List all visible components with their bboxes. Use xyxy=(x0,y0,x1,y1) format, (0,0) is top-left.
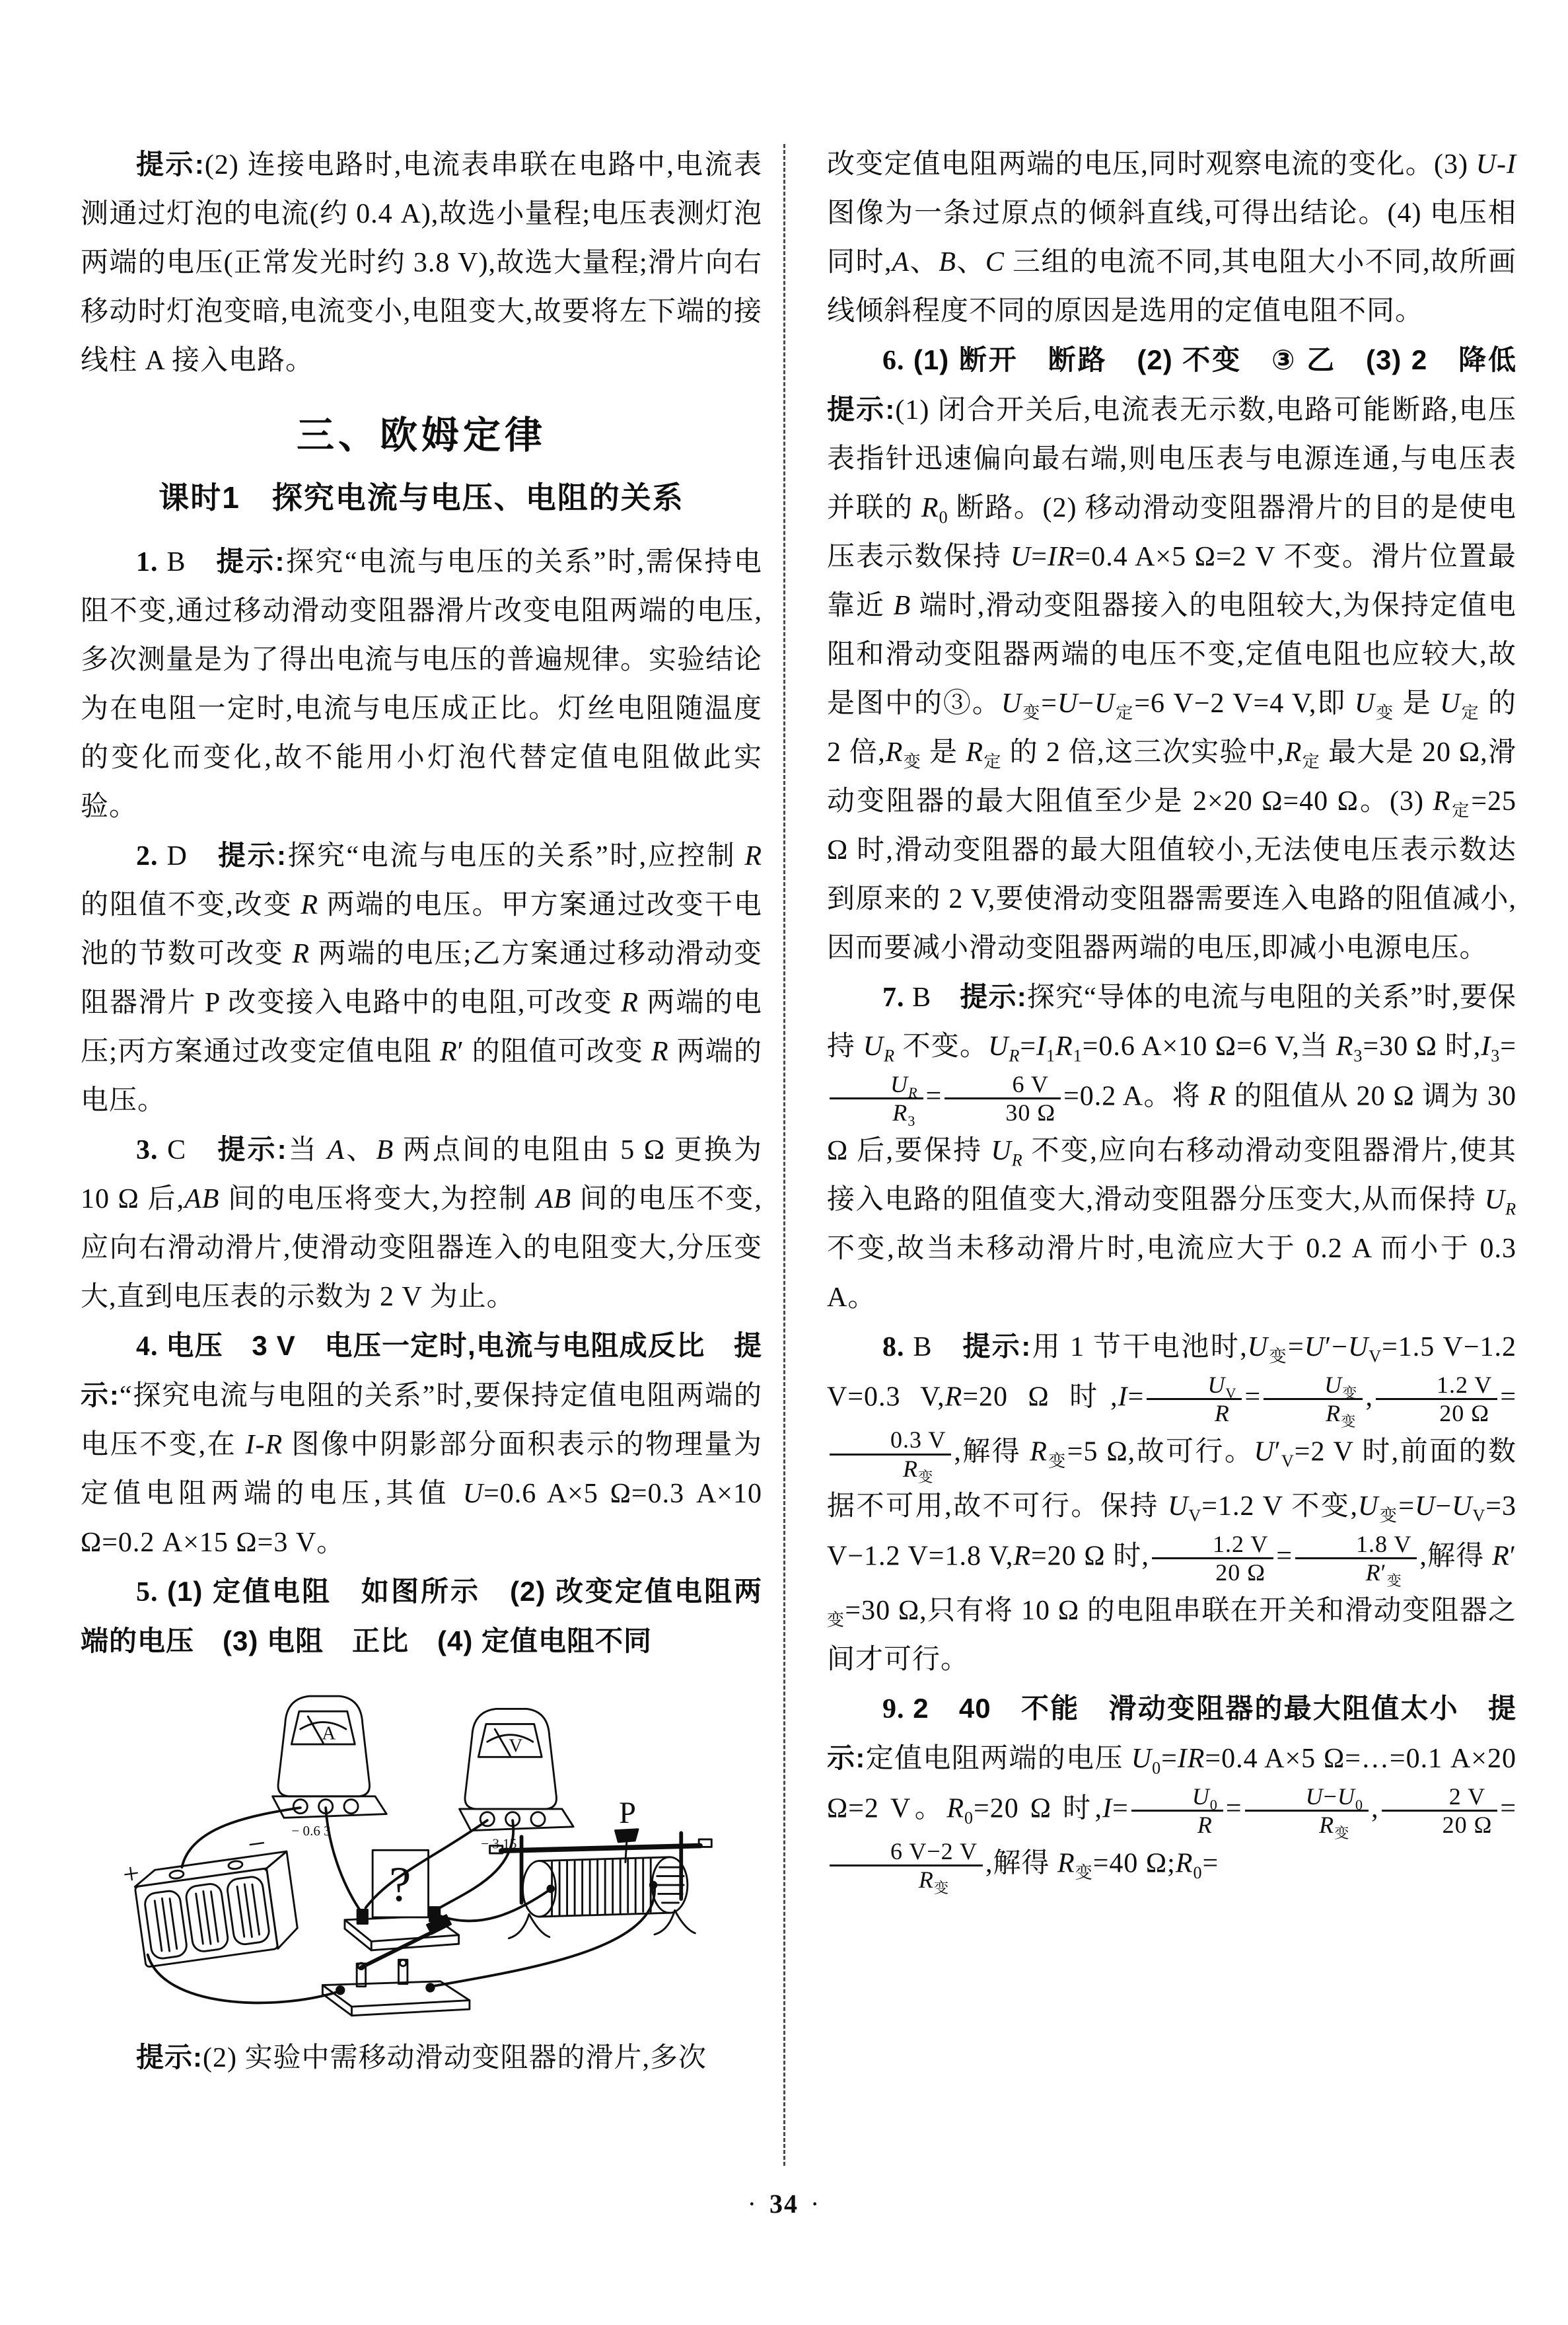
section-title: 三、欧姆定律 xyxy=(297,414,546,457)
answer-item-3: 3. C 提示:当 A、B 两点间的电阻由 5 Ω 更换为 10 Ω 后,AB 间的电压将变大,为控制 AB 间的电压不变,应向右滑动滑片,使滑动变阻器连入的电阻变大,分压变大,直到电压表的示数为 2 V 为止。 xyxy=(81,1134,762,1312)
answer-item-1: 1. B 提示:探究“电流与电压的关系”时,需保持电阻不变,通过移动滑动变阻器滑片改变电阻两端的电压,多次测量是为了得出电流与电压的普遍规律。实验结论为在电阻一定时,电流与电压成正比。灯丝电阻随温度的变化而变化,故不能用小灯泡代替定值电阻做此实验。 xyxy=(81,546,763,822)
lesson-title: 课时1 探究电流与电压、电阻的关系 xyxy=(159,480,684,515)
wire-switch-to-battery xyxy=(148,1955,339,2003)
battery-pack xyxy=(119,1823,300,1969)
footer-dot-left: · xyxy=(747,2189,758,2219)
voltmeter-range-markings: − 3 15 xyxy=(481,1835,517,1852)
column-divider xyxy=(783,144,785,2166)
right-column xyxy=(827,140,1517,1897)
knife-switch xyxy=(322,1915,470,2016)
page-footer xyxy=(0,2188,1568,2219)
wire-voltmeter-right xyxy=(435,1820,513,1910)
left-column xyxy=(81,140,762,2083)
hint-paragraph-bottom: 提示:(2) 实验中需移动滑动变阻器的滑片,多次 xyxy=(136,2042,707,2073)
ammeter-letter: A xyxy=(322,1722,336,1744)
rheostat xyxy=(490,1796,712,1938)
answer-item-9: 9. 2 40 不能 滑动变阻器的最大阻值太小 提示:定值电阻两端的电压 $U_0=IR=0.4$ A×5 Ω=…=0.1 A×20 Ω=2 V。$R_0=20$ Ω 时,I= $\frac{U_0}{R}$ = $U-U_0$ $R_变$ , $\frac{2 V}{20 \Omega}$ = 6 V−2 V $R_变$ ,解得 $R_变=40$ $\Omega;R_0=$ xyxy=(827,1692,1517,1897)
voltmeter xyxy=(460,1709,574,1851)
unknown-resistor xyxy=(345,1850,459,1950)
unknown-resistor-label: ? xyxy=(389,1857,411,1913)
rheostat-slider-label: P xyxy=(619,1796,636,1830)
battery-plus-label: + xyxy=(120,1857,142,1892)
ammeter-range-markings: − 0.6 3 xyxy=(291,1823,331,1839)
ammeter xyxy=(273,1696,387,1839)
wire-resistor-to-rheostat xyxy=(435,1890,550,1921)
footer-dot-right: · xyxy=(810,2189,821,2219)
continued-paragraph: 改变定值电阻两端的电压,同时观察电流的变化。(3) U-I 图像为一条过原点的倾斜直线,可得出结论。(4) 电压相同时,A、B、C 三组的电流不同,其电阻大小不同,故所画线倾斜程度不同的原因是选用的定值电阻不同。 xyxy=(827,149,1516,326)
battery-minus-label: − xyxy=(245,1825,268,1863)
answer-item-2: 2. D 提示:探究“电流与电压的关系”时,应控制 R 的阻值不变,改变 R 两端的电压。甲方案通过改变干电池的节数可改变 R 两端的电压;乙方案通过移动滑动变阻器滑片 P 改变接入电路中的电阻,可改变 R 两端的电压;丙方案通过改变定值电阻 R′ 的阻值可改变 R 两端的电压。 xyxy=(81,840,762,1116)
answer-item-8: 8. B 提示:用 1 节干电池时$,U_变=U'-U_V=1.5$ V−1.2 V=0.3 V,R=20 Ω 时,I= $\frac{U_V}{R}$ = $U_变$ $R_变$ , $\frac{1.2 V}{20 \Omega}$ = 0.3 V $R_变$ ,解得 $R_变=5$ Ω,故可行。$U'_V=2$ V 时,前面的数据不可用,故不可行。保持 $U_V=1.2$ V 不变$,U_变=U-U_V=3$ V−1.2 V=1.8 V,R=20 Ω 时, $\frac{1.2 V}{20 \Omega}$ = 1.8 V $R'_变$ ,解得 $R'_变=30$ Ω,只有将 10 Ω 的电阻串联在开关和滑动变阻器之间才可行。 xyxy=(827,1330,1517,1675)
answer-item-4: 4. 电压 3 V 电压一定时,电流与电阻成反比 提示:“探究电流与电阻的关系”时,要保持定值电阻两端的电压不变,在 I-R 图像中阴影部分面积表示的物理量为定值电阻两端的电压,其值 U=0.6 A×5 Ω=0.3 A×10 Ω=0.2 A×15 Ω=3 V。 xyxy=(81,1330,763,1558)
page-number: 34 xyxy=(769,2189,799,2219)
answer-item-5: 5. (1) 定值电阻 如图所示 (2) 改变定值电阻两端的电压 (3) 电阻 正比 (4) 定值电阻不同 xyxy=(81,1576,762,1656)
answer-item-6: 6. (1) 断开 断路 (2) 不变 ③ 乙 (3) 2 降低 提示:(1) 闭合开关后,电流表无示数,电路可能断路,电压表指针迅速偏向最右端,则电压表与电源连通,与电压表并联的 $R_0$ 断路。(2) 移动滑动变阻器滑片的目的是使电压表示数保持 U=IR=0.4 A×5 Ω=2 V 不变。滑片位置最靠近 B 端时,滑动变阻器接入的电阻较大,为保持定值电阻和滑动变阻器两端的电压不变,定值电阻也应较大,故是图中的③。$U_变=U-U_定=6$ V−2 V=4 V,即 $U_变$ 是 $U_定$ 的 2 倍$,R_变$ 是 $R_定$ 的 2 倍,这三次实验中$,R_定$ 最大是 20 Ω,滑动变阻器的最大阻值至少是 2×20 Ω=40 Ω。(3) $R_定=25$ Ω 时,滑动变阻器的最大阻值较小,无法使电压表示数达到原来的 2 V,要使滑动变阻器需要连入电路的阻值减小,因而要减小滑动变阻器两端的电压,即减小电源电压。 xyxy=(827,344,1517,963)
wire-ammeter-to-resistor xyxy=(326,1808,362,1913)
hint-paragraph-continued: 提示:(2) 连接电路时,电流表串联在电路中,电流表测通过灯泡的电流(约 0.4 A),故选小量程;电压表测灯泡两端的电压(正常发光时约 3.8 V),故选大量程;滑片向右移动时灯泡变暗,电流变小,电阻变大,故要将左下端的接线柱 A 接入电路。 xyxy=(81,149,762,376)
answer-item-7: 7. B 提示:探究“导体的电流与电阻的关系”时,要保持 $U_R$ 不变。$U_R=I_1R_1=0.6$ A×10 Ω=6 V,当 $R_3=30$ Ω 时$,I_3=$ $\frac{U_R}{R_3}$ = $\frac{6 V}{30 \Omega}$ =0.2 A。将 R 的阻值从 20 Ω 调为 30 Ω 后,要保持 $U_R$ 不变,应向右移动滑动变阻器滑片,使其接入电路的阻值变大,滑动变阻器分压变大,从而保持 $U_R$ 不变,故当未移动滑片时,电流应大于 0.2 A 而小于 0.3 A。 xyxy=(827,981,1517,1313)
circuit-figure xyxy=(81,1683,762,2029)
voltmeter-letter: V xyxy=(509,1735,523,1757)
